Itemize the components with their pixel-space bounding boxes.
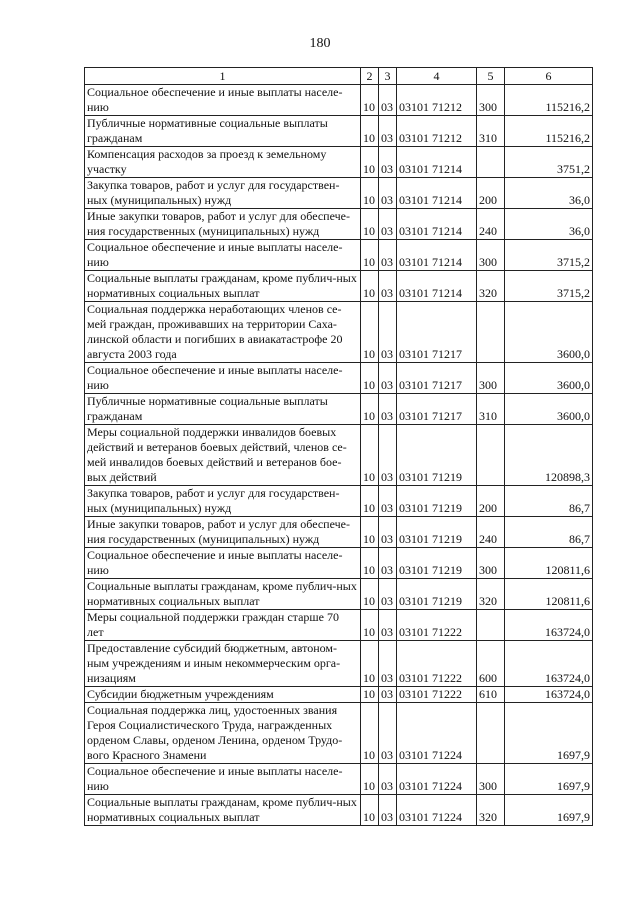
table-row bbox=[85, 641, 593, 687]
cell-section: 10 bbox=[361, 610, 379, 641]
cell-subsection: 03 bbox=[379, 302, 397, 363]
cell-subsection: 03 bbox=[379, 548, 397, 579]
cell-target-code: 03101 71214 bbox=[397, 271, 477, 302]
cell-subsection: 03 bbox=[379, 641, 397, 687]
cell-target-code: 03101 71214 bbox=[397, 209, 477, 240]
cell-amount: 86,7 bbox=[505, 517, 593, 548]
cell-target-code: 03101 71222 bbox=[397, 610, 477, 641]
cell-name: Социальная поддержка лиц, удостоенных звания Героя Социалистического Труда, награжденных орденом Славы, орденом Ленина, орденом Трудо-вого Красного Знамени bbox=[85, 703, 361, 764]
cell-target-code: 03101 71214 bbox=[397, 240, 477, 271]
cell-amount: 3600,0 bbox=[505, 302, 593, 363]
cell-expense-type: 200 bbox=[477, 178, 505, 209]
cell-section: 10 bbox=[361, 579, 379, 610]
table-row bbox=[85, 517, 593, 548]
cell-name: Предоставление субсидий бюджетным, автоном-ным учреждениям и иным некоммерческим орга-низациям bbox=[85, 641, 361, 687]
header-col-6: 6 bbox=[505, 68, 593, 85]
table-row bbox=[85, 548, 593, 579]
cell-target-code: 03101 71217 bbox=[397, 394, 477, 425]
cell-amount: 3715,2 bbox=[505, 240, 593, 271]
cell-target-code: 03101 71212 bbox=[397, 85, 477, 116]
cell-target-code: 03101 71219 bbox=[397, 548, 477, 579]
cell-name: Социальное обеспечение и иные выплаты населе-нию bbox=[85, 764, 361, 795]
cell-amount: 163724,0 bbox=[505, 641, 593, 687]
cell-name: Закупка товаров, работ и услуг для государствен-ных (муниципальных) нужд bbox=[85, 486, 361, 517]
table-row bbox=[85, 271, 593, 302]
cell-amount: 1697,9 bbox=[505, 764, 593, 795]
cell-amount: 163724,0 bbox=[505, 687, 593, 703]
cell-subsection: 03 bbox=[379, 178, 397, 209]
cell-target-code: 03101 71219 bbox=[397, 579, 477, 610]
table-row bbox=[85, 795, 593, 826]
table-row bbox=[85, 116, 593, 147]
cell-expense-type: 320 bbox=[477, 795, 505, 826]
table-header-row bbox=[85, 68, 593, 85]
cell-subsection: 03 bbox=[379, 703, 397, 764]
cell-subsection: 03 bbox=[379, 147, 397, 178]
cell-expense-type: 310 bbox=[477, 116, 505, 147]
table-row bbox=[85, 703, 593, 764]
cell-name: Меры социальной поддержки инвалидов боевых действий и ветеранов боевых действий, членов се-мей инвалидов боевых действий и ветеранов бое-вых действий bbox=[85, 425, 361, 486]
cell-expense-type bbox=[477, 703, 505, 764]
cell-amount: 36,0 bbox=[505, 178, 593, 209]
cell-name: Публичные нормативные социальные выплаты гражданам bbox=[85, 116, 361, 147]
header-col-4: 4 bbox=[397, 68, 477, 85]
cell-expense-type: 240 bbox=[477, 517, 505, 548]
cell-target-code: 03101 71224 bbox=[397, 703, 477, 764]
table-row bbox=[85, 240, 593, 271]
cell-subsection: 03 bbox=[379, 271, 397, 302]
cell-amount: 1697,9 bbox=[505, 703, 593, 764]
table-row bbox=[85, 147, 593, 178]
cell-expense-type: 320 bbox=[477, 579, 505, 610]
cell-amount: 163724,0 bbox=[505, 610, 593, 641]
cell-subsection: 03 bbox=[379, 687, 397, 703]
cell-subsection: 03 bbox=[379, 795, 397, 826]
header-col-3: 3 bbox=[379, 68, 397, 85]
cell-section: 10 bbox=[361, 641, 379, 687]
cell-subsection: 03 bbox=[379, 764, 397, 795]
cell-name: Социальные выплаты гражданам, кроме публич-ных нормативных социальных выплат bbox=[85, 795, 361, 826]
cell-section: 10 bbox=[361, 209, 379, 240]
cell-target-code: 03101 71222 bbox=[397, 687, 477, 703]
budget-table bbox=[84, 67, 593, 826]
cell-expense-type: 300 bbox=[477, 363, 505, 394]
cell-amount: 115216,2 bbox=[505, 85, 593, 116]
table-row bbox=[85, 687, 593, 703]
cell-section: 10 bbox=[361, 363, 379, 394]
cell-name: Социальное обеспечение и иные выплаты населе-нию bbox=[85, 240, 361, 271]
table-row bbox=[85, 425, 593, 486]
cell-expense-type: 320 bbox=[477, 271, 505, 302]
cell-name: Иные закупки товаров, работ и услуг для обеспече-ния государственных (муниципальных) нужд bbox=[85, 209, 361, 240]
table-body bbox=[85, 85, 593, 826]
cell-section: 10 bbox=[361, 178, 379, 209]
cell-section: 10 bbox=[361, 764, 379, 795]
cell-amount: 120898,3 bbox=[505, 425, 593, 486]
cell-target-code: 03101 71219 bbox=[397, 425, 477, 486]
cell-subsection: 03 bbox=[379, 363, 397, 394]
cell-section: 10 bbox=[361, 85, 379, 116]
cell-section: 10 bbox=[361, 394, 379, 425]
table-row bbox=[85, 764, 593, 795]
cell-expense-type: 610 bbox=[477, 687, 505, 703]
cell-section: 10 bbox=[361, 548, 379, 579]
cell-expense-type bbox=[477, 302, 505, 363]
cell-section: 10 bbox=[361, 687, 379, 703]
cell-target-code: 03101 71222 bbox=[397, 641, 477, 687]
header-col-1: 1 bbox=[85, 68, 361, 85]
cell-expense-type bbox=[477, 425, 505, 486]
cell-name: Публичные нормативные социальные выплаты гражданам bbox=[85, 394, 361, 425]
cell-section: 10 bbox=[361, 271, 379, 302]
cell-expense-type: 300 bbox=[477, 240, 505, 271]
cell-amount: 36,0 bbox=[505, 209, 593, 240]
cell-amount: 115216,2 bbox=[505, 116, 593, 147]
cell-name: Субсидии бюджетным учреждениям bbox=[85, 687, 361, 703]
cell-section: 10 bbox=[361, 116, 379, 147]
cell-expense-type bbox=[477, 147, 505, 178]
cell-name: Меры социальной поддержки граждан старше 70 лет bbox=[85, 610, 361, 641]
cell-subsection: 03 bbox=[379, 85, 397, 116]
cell-amount: 3600,0 bbox=[505, 394, 593, 425]
table-row bbox=[85, 302, 593, 363]
cell-expense-type: 240 bbox=[477, 209, 505, 240]
cell-amount: 86,7 bbox=[505, 486, 593, 517]
cell-subsection: 03 bbox=[379, 116, 397, 147]
cell-subsection: 03 bbox=[379, 579, 397, 610]
cell-target-code: 03101 71219 bbox=[397, 486, 477, 517]
cell-subsection: 03 bbox=[379, 610, 397, 641]
cell-name: Социальное обеспечение и иные выплаты населе-нию bbox=[85, 85, 361, 116]
cell-section: 10 bbox=[361, 425, 379, 486]
cell-target-code: 03101 71214 bbox=[397, 178, 477, 209]
page-number: 180 bbox=[309, 36, 331, 51]
cell-target-code: 03101 71217 bbox=[397, 302, 477, 363]
table-row bbox=[85, 363, 593, 394]
cell-section: 10 bbox=[361, 240, 379, 271]
cell-section: 10 bbox=[361, 147, 379, 178]
cell-subsection: 03 bbox=[379, 209, 397, 240]
header-col-2: 2 bbox=[361, 68, 379, 85]
table-row bbox=[85, 209, 593, 240]
cell-target-code: 03101 71224 bbox=[397, 764, 477, 795]
cell-name: Социальная поддержка неработающих членов се-мей граждан, проживавших на территории Саха-линской области и погибших в авиакатастрофе 20 августа 2003 года bbox=[85, 302, 361, 363]
cell-subsection: 03 bbox=[379, 517, 397, 548]
header-col-5: 5 bbox=[477, 68, 505, 85]
cell-amount: 3600,0 bbox=[505, 363, 593, 394]
cell-expense-type: 200 bbox=[477, 486, 505, 517]
cell-section: 10 bbox=[361, 703, 379, 764]
cell-target-code: 03101 71212 bbox=[397, 116, 477, 147]
table-row bbox=[85, 85, 593, 116]
cell-expense-type bbox=[477, 610, 505, 641]
cell-name: Социальное обеспечение и иные выплаты населе-нию bbox=[85, 363, 361, 394]
cell-name: Закупка товаров, работ и услуг для государствен-ных (муниципальных) нужд bbox=[85, 178, 361, 209]
cell-subsection: 03 bbox=[379, 240, 397, 271]
cell-amount: 3751,2 bbox=[505, 147, 593, 178]
table-row bbox=[85, 486, 593, 517]
cell-name: Социальное обеспечение и иные выплаты населе-нию bbox=[85, 548, 361, 579]
cell-section: 10 bbox=[361, 486, 379, 517]
cell-target-code: 03101 71214 bbox=[397, 147, 477, 178]
cell-expense-type: 310 bbox=[477, 394, 505, 425]
cell-expense-type: 300 bbox=[477, 548, 505, 579]
table-row bbox=[85, 610, 593, 641]
cell-amount: 120811,6 bbox=[505, 548, 593, 579]
cell-amount: 3715,2 bbox=[505, 271, 593, 302]
cell-name: Социальные выплаты гражданам, кроме публич-ных нормативных социальных выплат bbox=[85, 579, 361, 610]
cell-expense-type: 300 bbox=[477, 764, 505, 795]
cell-target-code: 03101 71224 bbox=[397, 795, 477, 826]
table-row bbox=[85, 394, 593, 425]
cell-subsection: 03 bbox=[379, 486, 397, 517]
cell-name: Иные закупки товаров, работ и услуг для обеспече-ния государственных (муниципальных) нужд bbox=[85, 517, 361, 548]
cell-subsection: 03 bbox=[379, 394, 397, 425]
cell-name: Компенсация расходов за проезд к земельному участку bbox=[85, 147, 361, 178]
cell-target-code: 03101 71219 bbox=[397, 517, 477, 548]
cell-name: Социальные выплаты гражданам, кроме публич-ных нормативных социальных выплат bbox=[85, 271, 361, 302]
cell-expense-type: 600 bbox=[477, 641, 505, 687]
cell-section: 10 bbox=[361, 795, 379, 826]
cell-amount: 120811,6 bbox=[505, 579, 593, 610]
cell-target-code: 03101 71217 bbox=[397, 363, 477, 394]
cell-section: 10 bbox=[361, 517, 379, 548]
table-row bbox=[85, 579, 593, 610]
table-row bbox=[85, 178, 593, 209]
cell-expense-type: 300 bbox=[477, 85, 505, 116]
cell-amount: 1697,9 bbox=[505, 795, 593, 826]
cell-section: 10 bbox=[361, 302, 379, 363]
cell-subsection: 03 bbox=[379, 425, 397, 486]
